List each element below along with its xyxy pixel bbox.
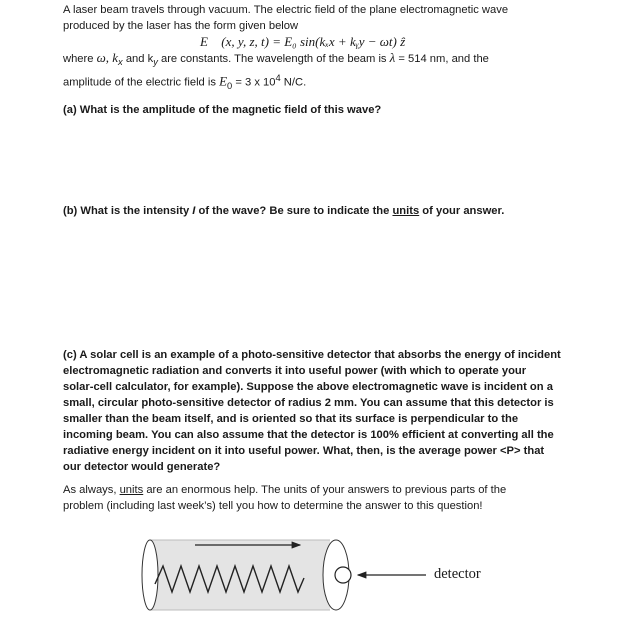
detector-disk (323, 540, 351, 610)
beam-cylinder (142, 540, 330, 610)
units-note: As always, units are an enormous help. The units of your answers to previous parts of the problem (including last week’s) tell you how to determine the answer to this question! (63, 484, 507, 512)
constants-paragraph: where ω, $k_x$ and $k_y$ are constants. The wavelength of the beam is λ = 514 nm, and the amplitude of the electric field is $E_0 = 3$ x $10^4$ N/C. (63, 50, 489, 92)
question-b: (b) What is the intensity I of the wave? Be sure to indicate the units of your answer. (63, 205, 505, 217)
electric-field-equation: E⃗ (x, y, z, t) = E₀ sin(kₓx + kᵧy − ωt) ẑ (200, 34, 406, 49)
detector-label: detector (434, 566, 481, 582)
intro-paragraph: A laser beam travels through vacuum. The electric field of the plane electromagnetic wave produced by the laser has the form given below (63, 4, 509, 32)
question-c: (c) A solar cell is an example of a photo-sensitive detector that absorbs the energy of incident electromagnetic radiation and converts it into useful power (with which to operate your solar-cell calculator, for example). Suppose the above electromagnetic wave is incident on a small, circular photo-sensitive detector of radius 2 mm. You can assume that this detector is smaller than the beam itself, and is oriented so that its surface is perpendicular to the incoming beam. You can also assume that the detector is 100% efficient at converting all the radiative energy incident on it into useful power. What, then, is the average power <P> that our detector would generate? (63, 349, 561, 473)
question-a: (a) What is the amplitude of the magnetic field of this wave? (63, 104, 382, 116)
